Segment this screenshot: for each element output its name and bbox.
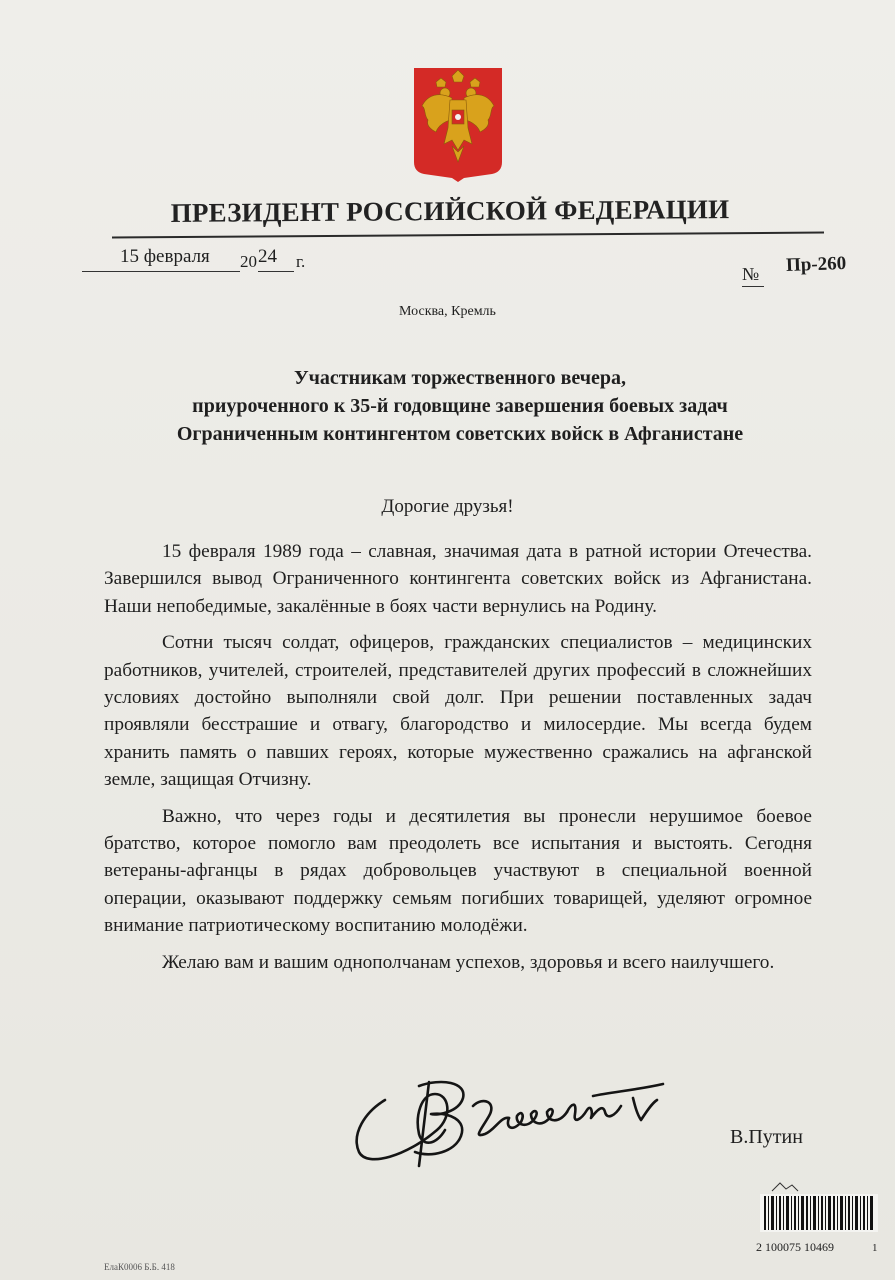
signer-name: В.Путин <box>730 1126 803 1148</box>
date-underline <box>82 271 240 272</box>
document-heading: ПРЕЗИДЕНТ РОССИЙСКОЙ ФЕДЕРАЦИИ <box>170 194 730 228</box>
barcode-number: 2 100075 10469 <box>756 1240 834 1254</box>
paragraph: Сотни тысяч солдат, офицеров, гражданских специалистов – медицинских работников, учителей, строителей, представителей других профессий в сложнейших условиях достойно выполняли свой долг. При решении поставленных задач проявляли бесстрашие и отвагу, благородство и милосердие. Мы всегда будем хранить память о павших героях, которые мужественно сражались на афганской земле, защищая Отчизну. <box>104 632 812 791</box>
page-number: 1 <box>872 1242 878 1254</box>
heading-divider <box>112 232 824 239</box>
handwritten-signature <box>345 1072 685 1172</box>
scan-mark-icon <box>770 1181 800 1193</box>
barcode-icon <box>760 1194 878 1232</box>
number-underline <box>742 286 764 287</box>
paragraph: 15 февраля 1989 года – славная, значимая дата в ратной истории Отечества. Завершился вывод Ограниченного контингента советских войск из Афганистана. Наши непобедимые, закалённые в боях части вернулись на Родину. <box>104 541 812 617</box>
address-line: Участникам торжественного вечера, <box>293 367 627 389</box>
year-underline <box>258 271 294 272</box>
form-code: ЕлаК0006 Б.Б. 418 <box>104 1262 175 1272</box>
year-prefix: 20 <box>240 252 257 271</box>
year-unit: г. <box>296 252 306 271</box>
document-number: Пр-260 <box>785 252 847 277</box>
date-day: 15 февраля <box>120 246 210 267</box>
address-line: приуроченного к 35-й годовщине завершения боевых задач <box>192 395 728 417</box>
date-field <box>82 246 314 276</box>
letter-body <box>104 538 812 985</box>
greeting: Дорогие друзья! <box>381 496 514 517</box>
address-block <box>110 364 810 448</box>
year-suffix: 24 <box>258 246 277 267</box>
paragraph: Важно, что через годы и десятилетия вы пронесли нерушимое боевое братство, которое помогло вам преодолеть все испытания и выстоять. Сегодня ветераны-афганцы в рядах добровольцев участвуют в специальной военной операции, оказывают поддержку семьям погибших товарищей, уделяют огромное внимание патриотическому воспитанию молодёжи. <box>104 805 812 937</box>
state-emblem-icon <box>412 66 504 182</box>
number-sign: № <box>742 264 760 284</box>
place-line: Москва, Кремль <box>399 304 496 319</box>
paragraph: Желаю вам и вашим однополчанам успехов, здоровья и всего наилучшего. <box>162 951 775 973</box>
address-line: Ограниченным контингентом советских войск в Афганистане <box>176 423 744 445</box>
